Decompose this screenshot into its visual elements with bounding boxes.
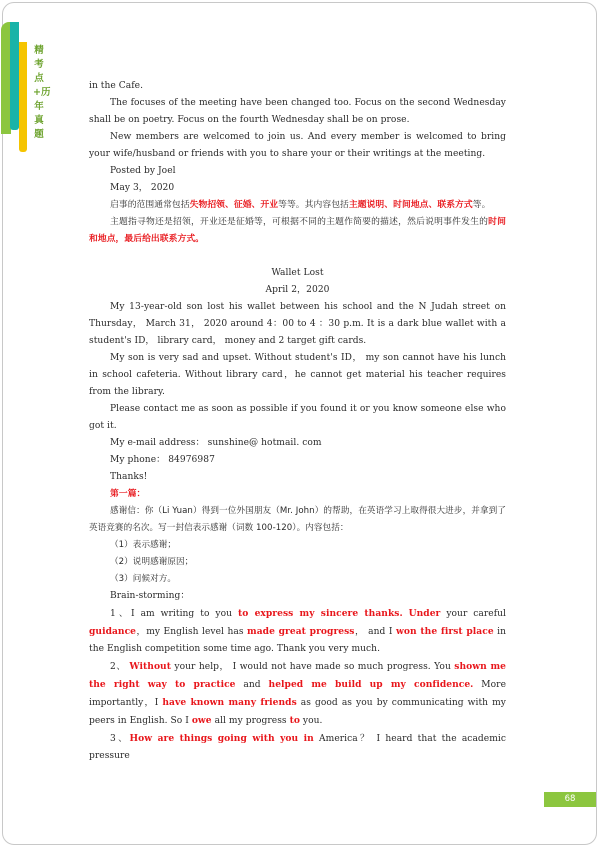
tip-text: 等等。其内容包括 xyxy=(278,200,349,210)
item-text: as good as you by communicating with my peers in English. So I xyxy=(89,698,506,726)
paragraph: in the Cafe. xyxy=(89,81,144,91)
paragraph: My son is very sad and upset. Without student's ID， my son cannot have his lunch in school cafeteria. Without library card，he cannot get material his teacher requires from the library. xyxy=(89,353,506,397)
phone-line: My phone： 84976987 xyxy=(110,455,215,465)
brainstorm-item xyxy=(89,658,506,730)
item-text: More importantly，I xyxy=(89,680,506,708)
item-highlight: to xyxy=(289,715,300,726)
item-highlight: Without xyxy=(129,661,171,672)
accent-bar-yellow xyxy=(19,42,27,152)
item-text: and xyxy=(235,680,269,690)
task-point: （1）表示感谢； xyxy=(110,540,177,550)
item-text: all my progress xyxy=(211,716,290,726)
item-highlight: How are things going with you in xyxy=(129,733,314,744)
task-description: 感谢信：你（Li Yuan）得到一位外国朋友（Mr. John）的帮助，在英语学习上取得很大进步，并拿到了英语竞赛的名次。写一封信表示感谢（词数 100-120）。内容包括： xyxy=(89,506,506,533)
thanks-line: Thanks! xyxy=(110,472,148,482)
document-body xyxy=(89,78,506,765)
section-label: 第一篇： xyxy=(110,489,146,499)
item-text: 1、I am writing to you xyxy=(110,609,238,619)
brainstorm-label: Brain-storming： xyxy=(110,591,190,601)
item-highlight: made great progress xyxy=(247,626,355,637)
paragraph: My 13-year-old son lost his wallet between his school and the N Judah street on Thursday， March 31， 2020 around 4：00 to 4 ：30 p.m. It is a dark blue wallet with a student's ID， library card， money and 2 target gift cards. xyxy=(89,302,506,346)
item-text: 3、 xyxy=(110,734,130,744)
notice-title: Wallet Lost xyxy=(271,268,324,278)
item-highlight: Under xyxy=(408,608,441,619)
task-point: （2）说明感谢原因； xyxy=(110,557,194,567)
accent-bar-teal xyxy=(10,22,19,130)
notice-date: April 2，2020 xyxy=(265,285,330,295)
task-point: （3）问候对方。 xyxy=(110,574,177,584)
tip-highlight: 失物招领、征婚、开业 xyxy=(189,200,279,210)
item-text: your careful xyxy=(440,609,507,619)
brainstorm-item xyxy=(89,605,506,658)
item-text: ，my English level has xyxy=(136,627,248,637)
brainstorm-item xyxy=(89,730,506,765)
item-highlight: shown me the right way to practice xyxy=(89,661,507,690)
tip-text: 等。 xyxy=(472,200,491,210)
item-text: America？ I heard that the academic pressure xyxy=(89,734,506,761)
item-highlight: to express my sincere thanks. xyxy=(238,608,403,619)
tip-highlight: 主题说明、时间地点、联系方式 xyxy=(348,200,473,210)
item-text: your help， I would not have made so much progress. You xyxy=(170,662,455,672)
page-number: 68 xyxy=(544,792,596,807)
email-line: My e-mail address： sunshine@ hotmail. com xyxy=(110,438,322,448)
date-line: May 3， 2020 xyxy=(110,183,175,193)
paragraph: Please contact me as soon as possible if you found it or you know someone else who got it. xyxy=(89,404,506,431)
item-text: ， and I xyxy=(354,627,397,637)
paragraph: The focuses of the meeting have been changed too. Focus on the second Wednesday shall be on poetry. Focus on the fourth Wednesday shall be on prose. xyxy=(89,98,506,125)
tip-text: 启事的范围通常包括 xyxy=(110,200,190,210)
item-highlight: won the first place xyxy=(396,626,494,637)
item-highlight: helped me build up my confidence. xyxy=(268,679,474,690)
item-text: 2、 xyxy=(110,662,130,672)
item-text: in the English competition some time ago. Thank you very much. xyxy=(89,627,507,654)
tip-paragraph xyxy=(89,197,506,214)
signature-line: Posted by Joel xyxy=(110,166,176,176)
tip-paragraph xyxy=(89,214,506,248)
item-highlight: guidance xyxy=(89,626,137,637)
tip-highlight: 时间和地点，最后给出联系方式。 xyxy=(89,217,506,244)
spacer xyxy=(89,248,506,265)
tip-text: 主题指寻物还是招领，开业还是征婚等，可根据不同的主题作简要的描述，然后说明事件发生的 xyxy=(110,217,489,227)
item-highlight: owe xyxy=(191,715,212,726)
paragraph: New members are welcomed to join us. And every member is welcomed to bring your wife/husband or friends with you to share your or their writings at the meeting. xyxy=(89,132,506,159)
item-highlight: have known many friends xyxy=(162,697,297,708)
side-title: 精考点+历年真题 xyxy=(33,45,51,140)
item-text: you. xyxy=(299,716,323,726)
